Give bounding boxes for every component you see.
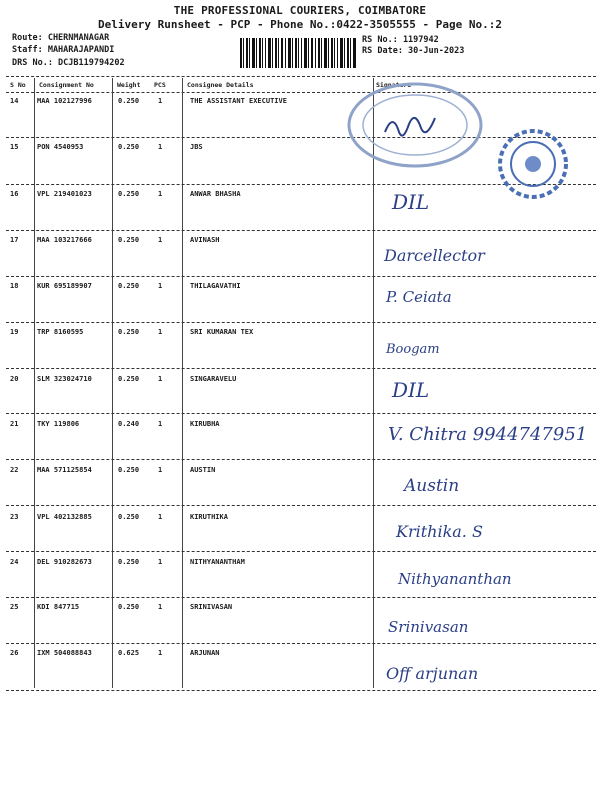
row-consignee: KIRUBHA bbox=[190, 420, 220, 428]
row-rule bbox=[6, 322, 596, 323]
row-weight: 0.250 bbox=[118, 603, 140, 611]
row-pcs: 1 bbox=[158, 143, 163, 151]
row-pcs: 1 bbox=[158, 190, 163, 198]
rs-date: RS Date: 30-Jun-2023 bbox=[362, 46, 465, 56]
row-consignee: AUSTIN bbox=[190, 466, 216, 474]
rs-number: RS No.: 1197942 bbox=[362, 35, 439, 45]
row-weight: 0.250 bbox=[118, 466, 140, 474]
barcode bbox=[240, 38, 356, 68]
row-consignee: KIRUTHIKA bbox=[190, 513, 228, 521]
drs-label: DRS No.: DCJB119794202 bbox=[12, 58, 125, 68]
row-pcs: 1 bbox=[158, 558, 163, 566]
col-consignee: Consignee Details bbox=[187, 81, 254, 89]
table-header-rule bbox=[6, 92, 596, 93]
row-consignment: KUR 695189907 bbox=[37, 282, 92, 290]
row-consignee: JBS bbox=[190, 143, 203, 151]
row-rule bbox=[6, 505, 596, 506]
row-rule bbox=[6, 690, 596, 691]
row-sno: 24 bbox=[10, 558, 19, 566]
row-pcs: 1 bbox=[158, 513, 163, 521]
row-sno: 23 bbox=[10, 513, 19, 521]
row-sno: 16 bbox=[10, 190, 19, 198]
row-weight: 0.250 bbox=[118, 97, 140, 105]
row-weight: 0.250 bbox=[118, 143, 140, 151]
row-consignment: MAA 571125854 bbox=[37, 466, 92, 474]
col-signature: Signature bbox=[376, 81, 412, 89]
col-consignment: Consignment No bbox=[39, 81, 94, 89]
signature-row-19: Boogam bbox=[386, 342, 440, 357]
row-sno: 18 bbox=[10, 282, 19, 290]
row-pcs: 1 bbox=[158, 97, 163, 105]
row-consignment: KDI 847715 bbox=[37, 603, 80, 611]
signature-row-22: Austin bbox=[404, 476, 460, 496]
row-rule bbox=[6, 276, 596, 277]
col-weight: Weight bbox=[117, 81, 141, 89]
signature-row-26: Off arjunan bbox=[386, 664, 479, 683]
row-consignee: THE ASSISTANT EXECUTIVE bbox=[190, 97, 287, 105]
row-pcs: 1 bbox=[158, 466, 163, 474]
row-consignment: IXM 504088843 bbox=[37, 649, 92, 657]
signature-row-18: P. Ceiata bbox=[386, 288, 452, 306]
row-sno: 26 bbox=[10, 649, 19, 657]
row-weight: 0.250 bbox=[118, 236, 140, 244]
row-pcs: 1 bbox=[158, 282, 163, 290]
row-consignee: ARJUNAN bbox=[190, 649, 220, 657]
row-pcs: 1 bbox=[158, 236, 163, 244]
row-consignee: SRI KUMARAN TEX bbox=[190, 328, 254, 336]
row-sno: 19 bbox=[10, 328, 19, 336]
row-sno: 15 bbox=[10, 143, 19, 151]
row-rule bbox=[6, 597, 596, 598]
table-top-rule bbox=[6, 76, 596, 77]
row-consignee: NITHYANANTHAM bbox=[190, 558, 245, 566]
table-row bbox=[0, 649, 600, 695]
row-rule bbox=[6, 459, 596, 460]
route-label: Route: CHERNMANAGAR bbox=[12, 33, 110, 43]
row-consignee: SRINIVASAN bbox=[190, 603, 233, 611]
row-sno: 22 bbox=[10, 466, 19, 474]
table-row bbox=[0, 513, 600, 559]
signature-row-24: Nithyananthan bbox=[398, 570, 512, 588]
signature-row-25: Srinivasan bbox=[388, 618, 469, 636]
row-weight: 0.250 bbox=[118, 558, 140, 566]
row-rule bbox=[6, 230, 596, 231]
row-sno: 14 bbox=[10, 97, 19, 105]
row-consignee: THILAGAVATHI bbox=[190, 282, 241, 290]
row-weight: 0.250 bbox=[118, 328, 140, 336]
row-weight: 0.250 bbox=[118, 375, 140, 383]
signature-row-16: DIL bbox=[392, 190, 430, 214]
table-row bbox=[0, 375, 600, 421]
row-consignee: SINGARAVELU bbox=[190, 375, 237, 383]
row-consignee: ANWAR BHASHA bbox=[190, 190, 241, 198]
office-stamp-oval bbox=[345, 80, 485, 170]
signature-row-17: Darcellector bbox=[384, 246, 485, 265]
row-rule bbox=[6, 413, 596, 414]
row-rule bbox=[6, 551, 596, 552]
row-consignment: DEL 910282673 bbox=[37, 558, 92, 566]
col-sno: S No bbox=[10, 81, 26, 89]
row-weight: 0.250 bbox=[118, 513, 140, 521]
signature-row-20: DIL bbox=[392, 378, 430, 402]
col-pcs: PCS bbox=[154, 81, 166, 89]
row-pcs: 1 bbox=[158, 649, 163, 657]
row-consignment: SLM 323024710 bbox=[37, 375, 92, 383]
row-weight: 0.250 bbox=[118, 282, 140, 290]
row-weight: 0.625 bbox=[118, 649, 140, 657]
staff-label: Staff: MAHARAJAPANDI bbox=[12, 45, 115, 55]
row-pcs: 1 bbox=[158, 328, 163, 336]
row-rule bbox=[6, 643, 596, 644]
row-consignment: VPL 402132885 bbox=[37, 513, 92, 521]
signature-row-21: V. Chitra 9944747951 bbox=[388, 424, 588, 445]
row-consignment: TKY 119806 bbox=[37, 420, 80, 428]
row-consignee: AVINASH bbox=[190, 236, 220, 244]
row-pcs: 1 bbox=[158, 420, 163, 428]
row-sno: 21 bbox=[10, 420, 19, 428]
row-weight: 0.240 bbox=[118, 420, 140, 428]
company-title: THE PROFESSIONAL COURIERS, COIMBATORE bbox=[173, 4, 427, 17]
row-pcs: 1 bbox=[158, 375, 163, 383]
signature-row-23: Krithika. S bbox=[396, 522, 483, 541]
row-weight: 0.250 bbox=[118, 190, 140, 198]
row-sno: 17 bbox=[10, 236, 19, 244]
row-pcs: 1 bbox=[158, 603, 163, 611]
row-sno: 20 bbox=[10, 375, 19, 383]
row-consignment: TRP 8160595 bbox=[37, 328, 84, 336]
row-consignment: VPL 219401023 bbox=[37, 190, 92, 198]
row-consignment: MAA 103217666 bbox=[37, 236, 92, 244]
row-sno: 25 bbox=[10, 603, 19, 611]
row-consignment: PON 4540953 bbox=[37, 143, 84, 151]
row-consignment: MAA 102127996 bbox=[37, 97, 92, 105]
round-seal-stamp bbox=[497, 128, 569, 200]
row-rule bbox=[6, 368, 596, 369]
runsheet-subtitle: Delivery Runsheet - PCP - Phone No.:0422-3505555 - Page No.:2 bbox=[98, 18, 502, 31]
